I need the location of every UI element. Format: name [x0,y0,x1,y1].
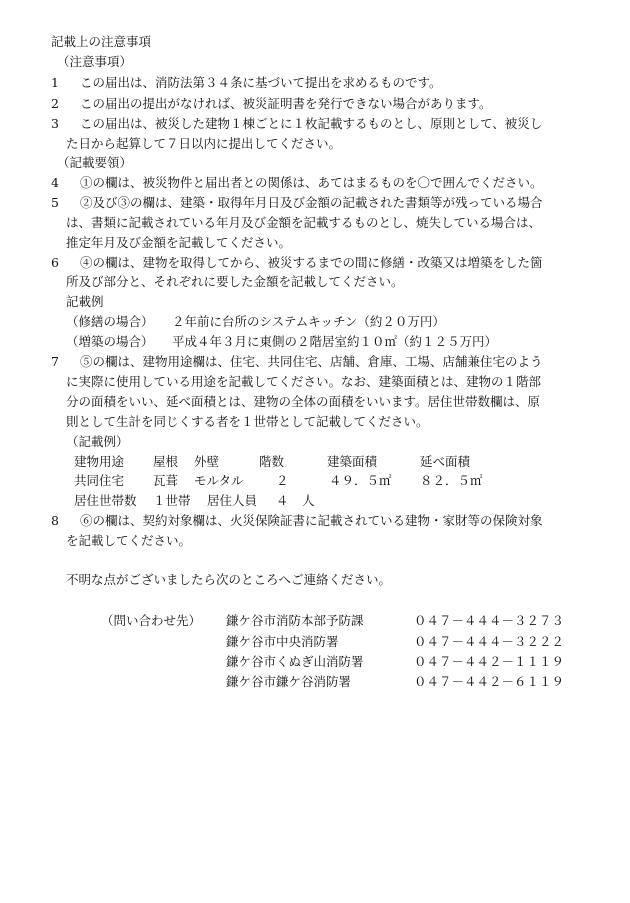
item-text: を記載してください。 [66,533,192,548]
item-text: 分の面積をいい、延べ面積とは、建物の全体の面積をいいます。居住世帯数欄は、原 [66,394,541,409]
table-cell: モルタル [194,473,244,488]
item-number: 1 [51,75,59,90]
item-text: ②及び③の欄は、建築・取得年月日及び金額の記載された書類等が残っている場合 [80,195,543,210]
table-header-cell: 階数 [259,454,285,469]
item-number: 3 [51,116,59,131]
item-text: ①の欄は、被災物件と届出者との関係は、あてはまるものを〇で囲んでください。 [80,175,543,190]
section-heading-notes: （注意事項） [57,54,133,69]
contact-org: 鎌ケ谷市くぬぎ山消防署 [226,654,364,669]
item-text: ⑤の欄は、建物用途欄は、住宅、共同住宅、店舗、倉庫、工場、店舗兼住宅のよう [80,354,543,369]
item-text: ④の欄は、建物を取得してから、被災するまでの間に修繕・改築又は増築をした箇 [80,255,543,270]
table-cell: 居住世帯数 [74,493,137,508]
item-number: 4 [51,175,59,190]
table-cell: 人 [302,493,315,508]
item-text: この届出は、消防法第３４条に基づいて提出を求めるものです。 [80,75,442,90]
table-header-cell: 延べ面積 [420,454,471,469]
closing-text: 不明な点がございましたら次のところへご連絡ください。 [66,572,392,587]
contact-org: 鎌ケ谷市中央消防署 [226,634,339,649]
table-cell: ２ [276,473,289,488]
contact-phone: ０４７－４４２－６１１９ [414,674,565,689]
example-extension-label: （増築の場合） [66,334,154,349]
example-heading: 記載例 [66,294,104,309]
item-text: 所及び部分と、それぞれに要した金額を記載してください。 [66,274,404,289]
item-text: は、書類に記載されている年月及び金額を記載するものとし、焼失している場合は、 [66,215,542,230]
contact-phone: ０４７－４４４－３２２２ [414,634,565,649]
table-cell: １世帯 [153,493,191,508]
item-text: この届出は、被災した建物１棟ごとに１枚記載するものとし、原則として、被災し [80,116,543,131]
contact-org: 鎌ケ谷市鎌ケ谷消防署 [226,674,352,689]
table-cell: 共同住宅 [74,473,125,488]
section-heading-guidelines: （記載要領） [57,155,133,170]
item-number: 2 [51,96,59,111]
item-number: 8 [51,513,59,528]
item-text: 推定年月及び金額を記載してください。 [66,235,292,250]
contact-org: 鎌ケ谷市消防本部予防課 [226,613,364,628]
table-header-cell: 屋根 [153,454,179,469]
document-title: 記載上の注意事項 [51,34,152,49]
table-cell: 瓦葺 [153,473,179,488]
item-text: に実際に使用している用途を記載してください。なお、建築面積とは、建物の１階部 [66,374,542,389]
table-cell: ４９．５㎡ [329,473,392,488]
example2-heading: （記載例） [66,434,129,449]
table-cell: ４ [276,493,289,508]
item-number: 5 [51,195,59,210]
item-text: この届出の提出がなければ、被災証明書を発行できない場合があります。 [80,96,492,111]
table-cell: ８２．５㎡ [420,473,483,488]
contact-phone: ０４７－４４２－１１１９ [414,654,565,669]
table-header-cell: 建築面積 [327,454,378,469]
example-repair-text: ２年前に台所のシステムキッチン（約２０万円） [172,314,445,329]
contact-label: （問い合わせ先） [101,613,202,628]
example-repair-label: （修繕の場合） [66,314,154,329]
item-text: 則として生計を同じくする者を１世帯として記載してください。 [66,414,429,429]
item-text: ⑥の欄は、契約対象欄は、火災保険証書に記載されている建物・家財等の保険対象 [80,513,543,528]
item-number: 7 [51,354,59,369]
item-text: た日から起算して７日以内に提出してください。 [66,136,342,151]
item-number: 6 [51,255,59,270]
table-cell: 居住人員 [207,493,258,508]
table-header-cell: 建物用途 [74,454,125,469]
example-extension-text: 平成４年３月に東側の２階居室約１０㎡（約１２５万円） [172,334,498,349]
table-header-cell: 外壁 [194,454,220,469]
contact-phone: ０４７－４４４－３２７３ [414,613,565,628]
